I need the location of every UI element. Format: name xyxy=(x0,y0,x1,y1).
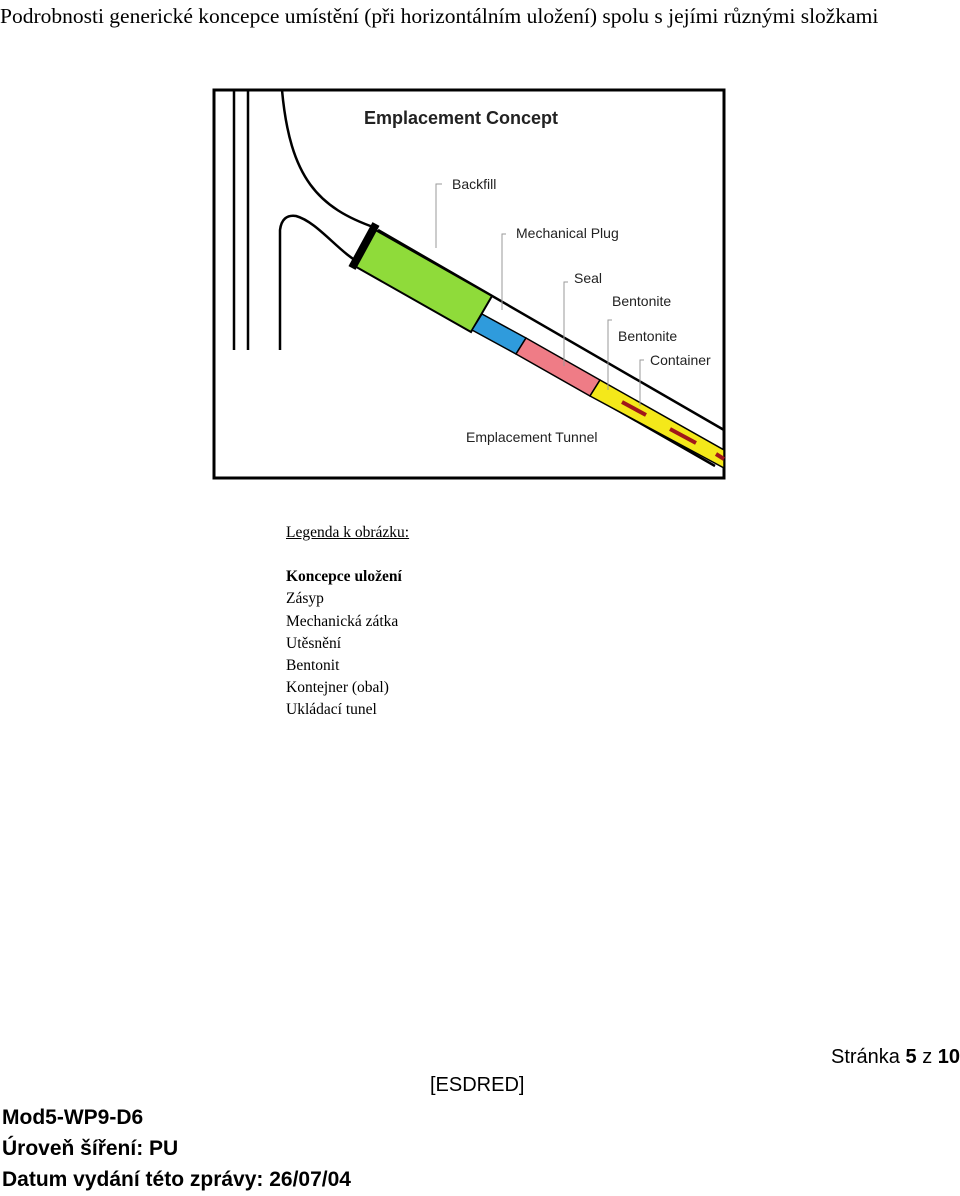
label-bentonite-2: Bentonite xyxy=(618,328,678,344)
distribution-level: Úroveň šíření: PU xyxy=(2,1137,179,1160)
project-name: [ESDRED] xyxy=(430,1074,525,1096)
emplacement-concept-figure xyxy=(210,88,726,480)
figure-legend xyxy=(286,522,409,722)
label-tunnel: Emplacement Tunnel xyxy=(466,429,598,445)
legend-title: Koncepce uložení xyxy=(286,568,402,586)
legend-item: Utěsnění xyxy=(286,634,342,652)
page-heading: Podrobnosti generické koncepce umístění (při horizontálním uložení) spolu s jejími různými složkami xyxy=(0,4,879,28)
label-seal: Seal xyxy=(574,270,603,286)
legend-item: Zásyp xyxy=(286,590,324,608)
label-bentonite-1: Bentonite xyxy=(612,293,672,309)
report-date: Datum vydání této zprávy: 26/07/04 xyxy=(2,1168,351,1191)
label-container: Container xyxy=(650,352,711,368)
document-id: Mod5-WP9-D6 xyxy=(2,1106,144,1129)
label-backfill: Backfill xyxy=(452,176,497,192)
legend-caption: Legenda k obrázku: xyxy=(286,524,410,541)
figure-title: Emplacement Concept xyxy=(364,108,559,128)
legend-item: Bentonit xyxy=(286,657,340,675)
legend-item: Ukládací tunel xyxy=(286,701,377,719)
legend-item: Kontejner (obal) xyxy=(286,679,389,697)
legend-item: Mechanická zátka xyxy=(286,612,399,630)
label-mechanical-plug: Mechanical Plug xyxy=(516,225,619,241)
page-number: Stránka 5 z 10 xyxy=(831,1046,960,1068)
